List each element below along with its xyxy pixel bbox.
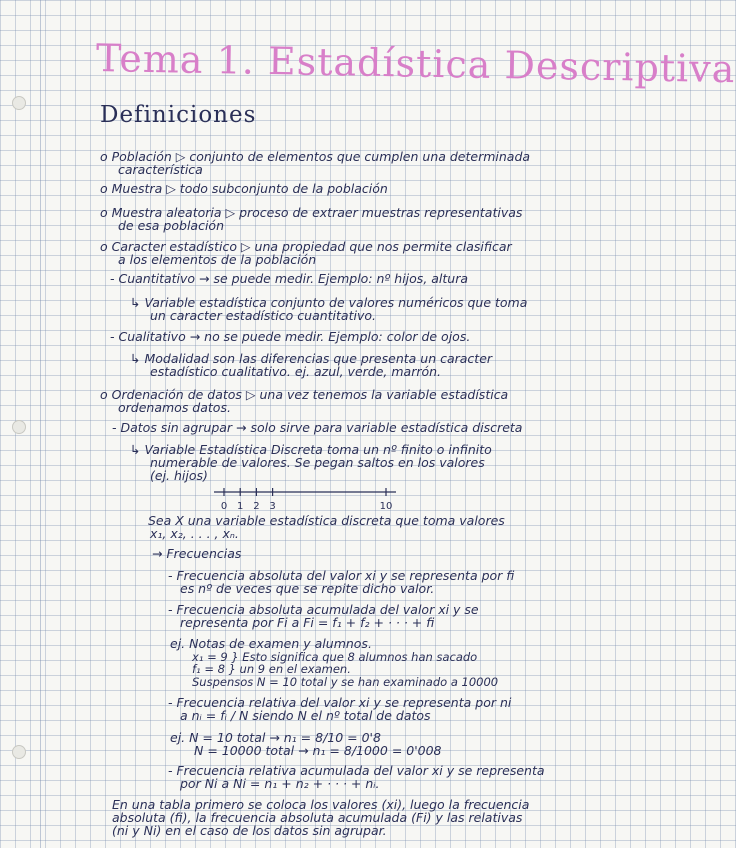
note-line: (ni y Ni) en el caso de los datos sin agrupar. — [112, 823, 387, 838]
note-line: por Ni a Ni = n₁ + n₂ + · · · + nᵢ. — [180, 776, 380, 791]
note-line: estadístico cualitativo. ej. azul, verde, marrón. — [150, 364, 442, 379]
note-line: a nᵢ = fᵢ / N siendo N el nº total de datos — [180, 708, 431, 723]
binder-hole — [12, 745, 26, 759]
note-line: - Cualitativo → no se puede medir. Ejemplo: color de ojos. — [110, 329, 471, 344]
note-line: a los elementos de la población — [118, 252, 317, 267]
note-line: - Cuantitativo → se puede medir. Ejemplo: nº hijos, altura — [110, 271, 469, 286]
note-line: numerable de valores. Se pegan saltos en los valores — [150, 455, 485, 470]
note-line: absoluta (fi), la frecuencia absoluta acumulada (Fi) y las relativas — [112, 810, 523, 825]
note-line: o Muestra ▷ todo subconjunto de la población — [100, 181, 388, 196]
section-heading: Definiciones — [100, 102, 257, 128]
note-line: ej. Notas de examen y alumnos. — [170, 636, 372, 651]
note-line: → Frecuencias — [152, 546, 242, 561]
number-line-tick-label: 0 — [220, 501, 228, 512]
note-line: N = 10000 total → n₁ = 8/1000 = 0'008 — [194, 743, 442, 758]
note-line: o Ordenación de datos ▷ una vez tenemos la variable estadística — [100, 387, 509, 402]
note-line: (ej. hijos) — [150, 468, 208, 483]
note-line: es nº de veces que se repite dicho valor. — [180, 581, 435, 596]
binder-hole — [12, 420, 26, 434]
number-line-tick-label: 1 — [237, 501, 244, 512]
note-line: ordenamos datos. — [118, 400, 231, 415]
note-line: x₁, x₂, . . . , xₙ. — [150, 526, 239, 541]
note-line: o Caracter estadístico ▷ una propiedad que nos permite clasificar — [100, 239, 512, 254]
margin-line — [40, 0, 41, 848]
note-line: - Frecuencia absoluta acumulada del valor xi y se — [168, 602, 479, 617]
note-line: o Muestra aleatoria ▷ proceso de extraer muestras representativas — [100, 205, 523, 220]
note-line: característica — [118, 162, 203, 177]
binder-hole — [12, 96, 26, 110]
note-line: - Datos sin agrupar → solo sirve para variable estadística discreta — [112, 420, 523, 435]
note-line: o Población ▷ conjunto de elementos que cumplen una determinada — [100, 149, 531, 164]
note-line: - Frecuencia absoluta del valor xi y se representa por fi — [168, 568, 515, 583]
note-line: un caracter estadístico cuantitativo. — [150, 308, 376, 323]
note-line: - Frecuencia relativa del valor xi y se representa por ni — [168, 695, 512, 710]
note-line: ↳ Variable Estadística Discreta toma un nº finito o infinito — [130, 442, 492, 457]
note-line: representa por Fi a Fi = f₁ + f₂ + · · · + fi — [180, 615, 435, 630]
number-line-tick-label: 10 — [379, 501, 393, 512]
number-line — [210, 484, 400, 514]
note-line: Suspensos N = 10 total y se han examinado a 10000 — [192, 675, 499, 689]
note-line: - Frecuencia relativa acumulada del valor xi y se representa — [168, 763, 545, 778]
note-line: En una tabla primero se coloca los valores (xi), luego la frecuencia — [112, 797, 530, 812]
note-line: f₁ = 8 } un 9 en el examen. — [192, 662, 351, 676]
note-line: x₁ = 9 } Esto significa que 8 alumnos han sacado — [192, 650, 478, 664]
note-line: Sea X una variable estadística discreta que toma valores — [148, 513, 505, 528]
number-line-tick-label: 3 — [269, 501, 276, 512]
note-line: ↳ Modalidad son las diferencias que presenta un caracter — [130, 351, 493, 366]
page-title: Tema 1. Estadística Descriptiva — [95, 36, 736, 92]
note-line: de esa población — [118, 218, 224, 233]
note-line: ej. N = 10 total → n₁ = 8/10 = 0'8 — [170, 730, 381, 745]
note-line: ↳ Variable estadística conjunto de valores numéricos que toma — [130, 295, 528, 310]
number-line-tick-label: 2 — [253, 501, 260, 512]
